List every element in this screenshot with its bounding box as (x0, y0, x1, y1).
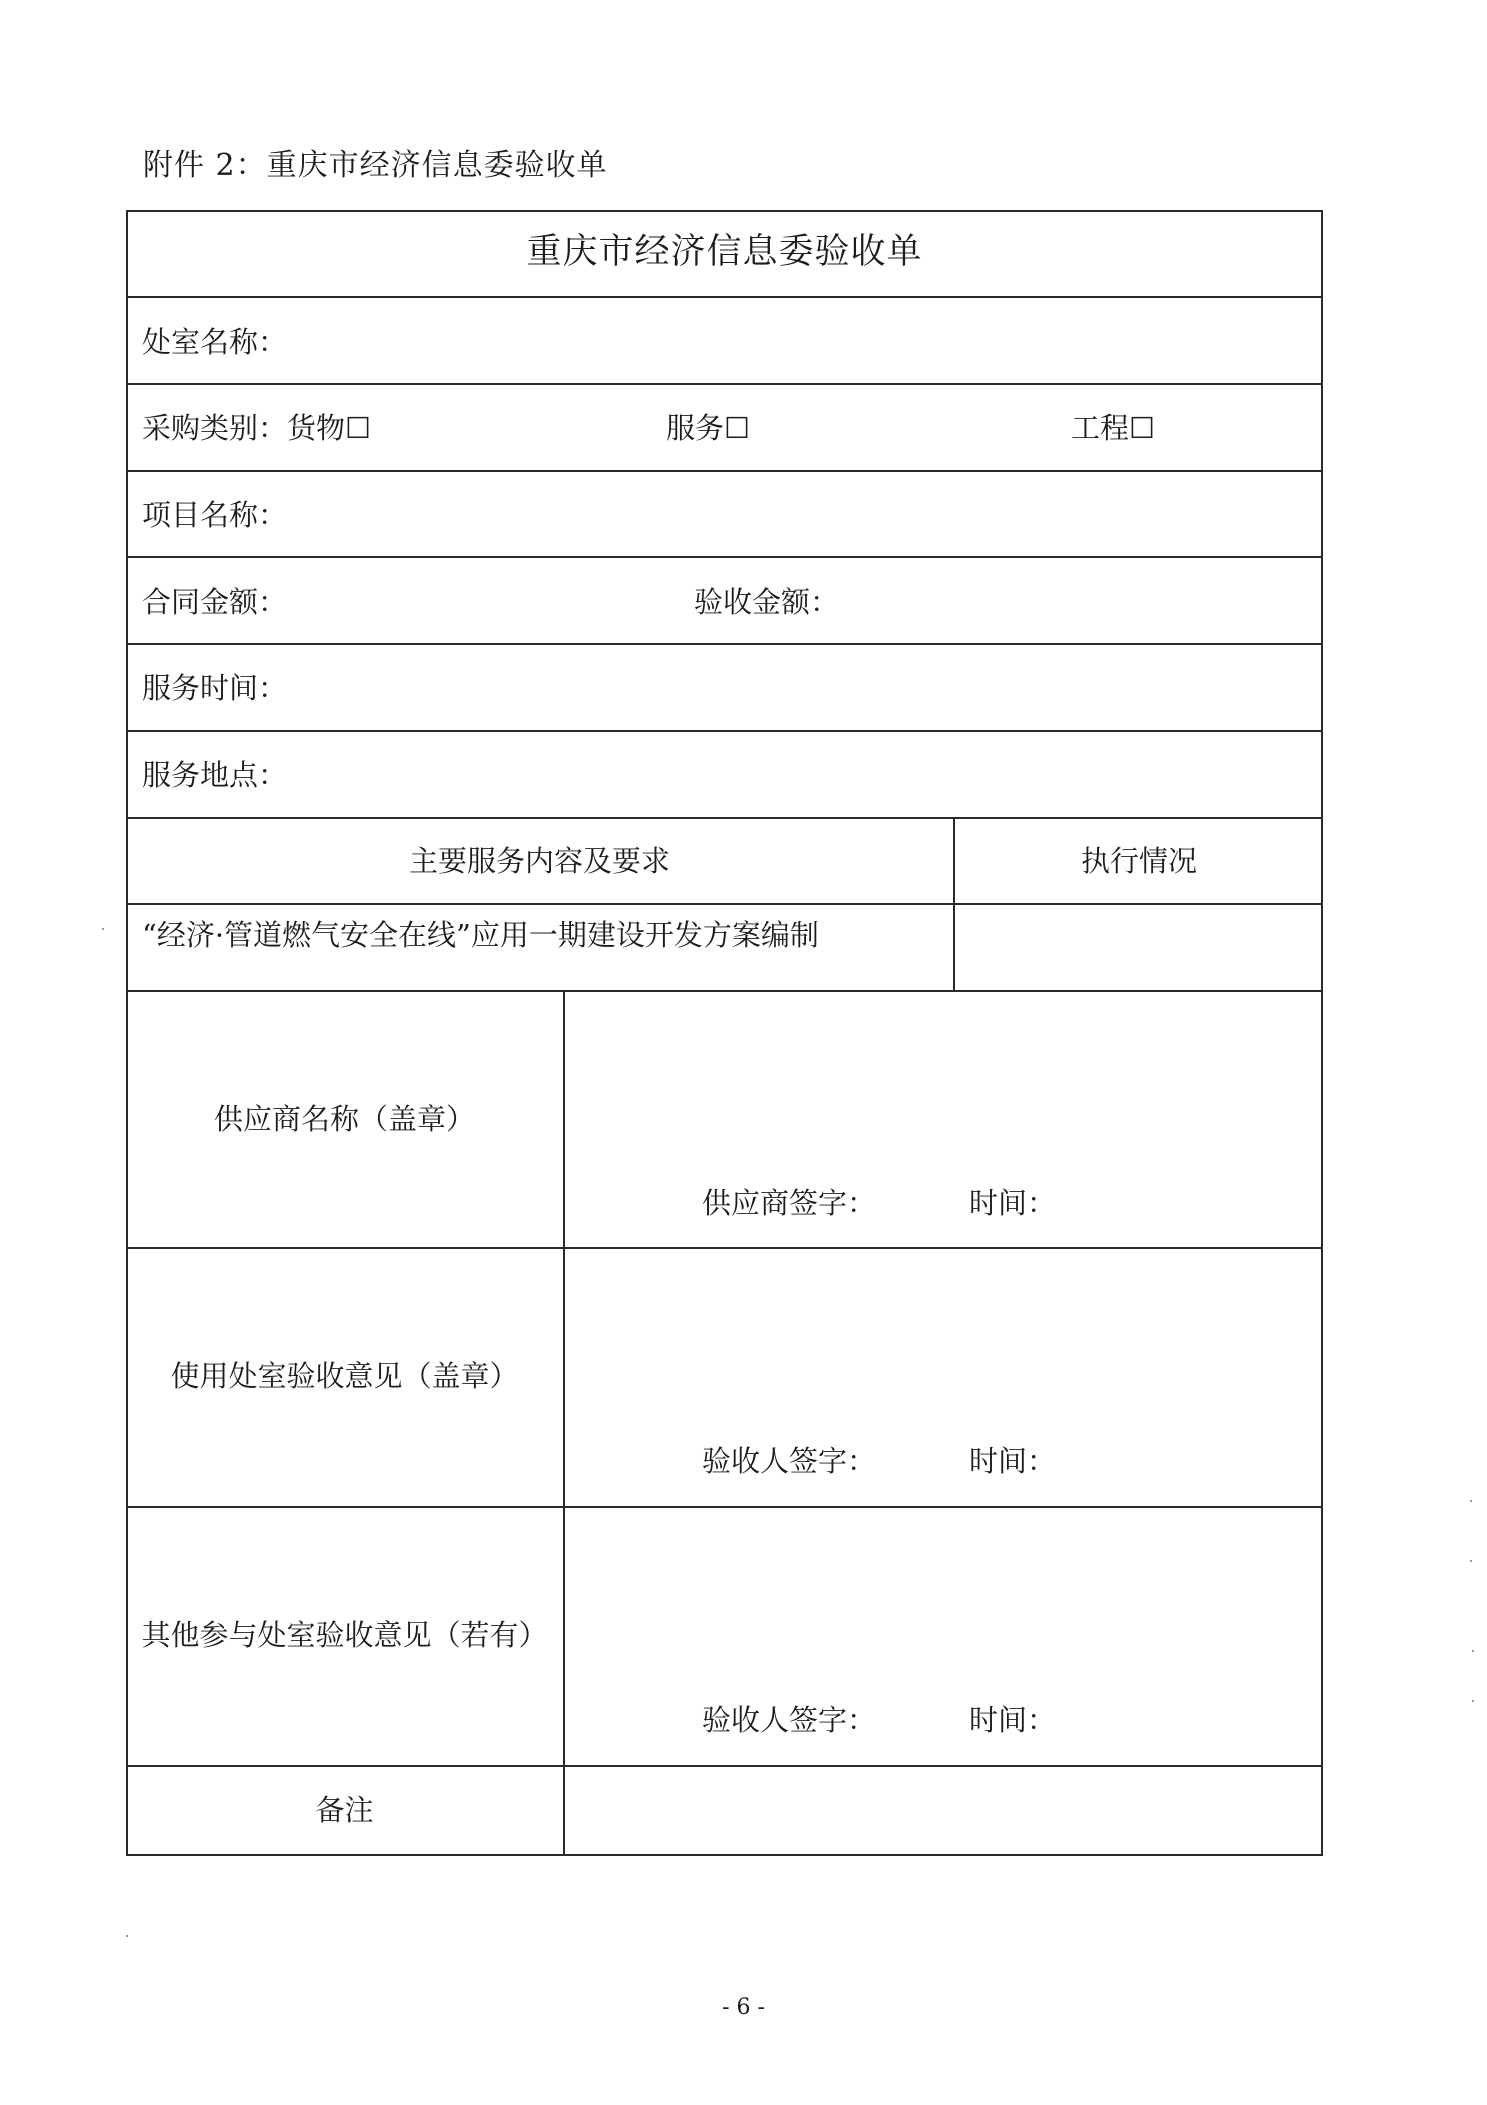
service-time-label: 服务时间： (142, 671, 288, 705)
scan-speck (1470, 1500, 1472, 1502)
department-label: 处室名称： (142, 325, 288, 359)
procurement-goods-label: 采购类别：货物☐ (142, 411, 371, 445)
row-divider (126, 643, 1323, 645)
user-dept-signature-label: 验收人签字： (702, 1444, 877, 1478)
project-name-label: 项目名称： (142, 498, 288, 532)
procurement-engineering-option: 工程☐ (1071, 411, 1155, 445)
supplier-signature-label: 供应商签字： (702, 1186, 877, 1220)
acceptance-form (126, 210, 1323, 1856)
user-dept-time-label: 时间： (969, 1444, 1057, 1478)
form-title: 重庆市经济信息委验收单 (526, 232, 923, 272)
row-divider (126, 296, 1323, 298)
row-divider (126, 383, 1323, 385)
content-header: 主要服务内容及要求 (408, 844, 670, 878)
column-divider (563, 990, 565, 1856)
row-divider (126, 817, 1323, 819)
row-divider (126, 730, 1323, 732)
row-divider (126, 1247, 1323, 1249)
procurement-service-option: 服务☐ (666, 411, 750, 445)
scan-speck (1470, 1560, 1472, 1562)
contract-amount-label: 合同金额： (142, 585, 288, 619)
row-divider (126, 470, 1323, 472)
row-divider (126, 1765, 1323, 1767)
scan-speck (1472, 1650, 1474, 1652)
other-dept-signature-label: 验收人签字： (702, 1703, 877, 1737)
scan-speck (102, 928, 104, 930)
supplier-time-label: 时间： (969, 1186, 1057, 1220)
row-divider (126, 1506, 1323, 1508)
remarks-label: 备注 (315, 1793, 374, 1827)
supplier-label: 供应商名称（盖章） (213, 1102, 475, 1136)
column-divider (953, 817, 955, 990)
user-dept-label: 使用处室验收意见（盖章） (170, 1359, 519, 1393)
row-divider (126, 903, 1323, 905)
page-number: - 6 - (722, 1995, 765, 2020)
other-dept-time-label: 时间： (969, 1703, 1057, 1737)
other-dept-label: 其他参与处室验收意见（若有） (141, 1618, 548, 1652)
content-value: “经济·管道燃气安全在线”应用一期建设开发方案编制 (142, 918, 819, 952)
acceptance-amount-label: 验收金额： (694, 585, 840, 619)
service-place-label: 服务地点： (142, 758, 288, 792)
row-divider (126, 556, 1323, 558)
attachment-heading: 附件 2：重庆市经济信息委验收单 (143, 148, 608, 183)
form-border (126, 210, 1323, 1856)
scan-speck (126, 1935, 128, 1937)
scan-speck (1472, 1700, 1474, 1702)
execution-header: 执行情况 (1080, 844, 1197, 878)
row-divider (126, 990, 1323, 992)
